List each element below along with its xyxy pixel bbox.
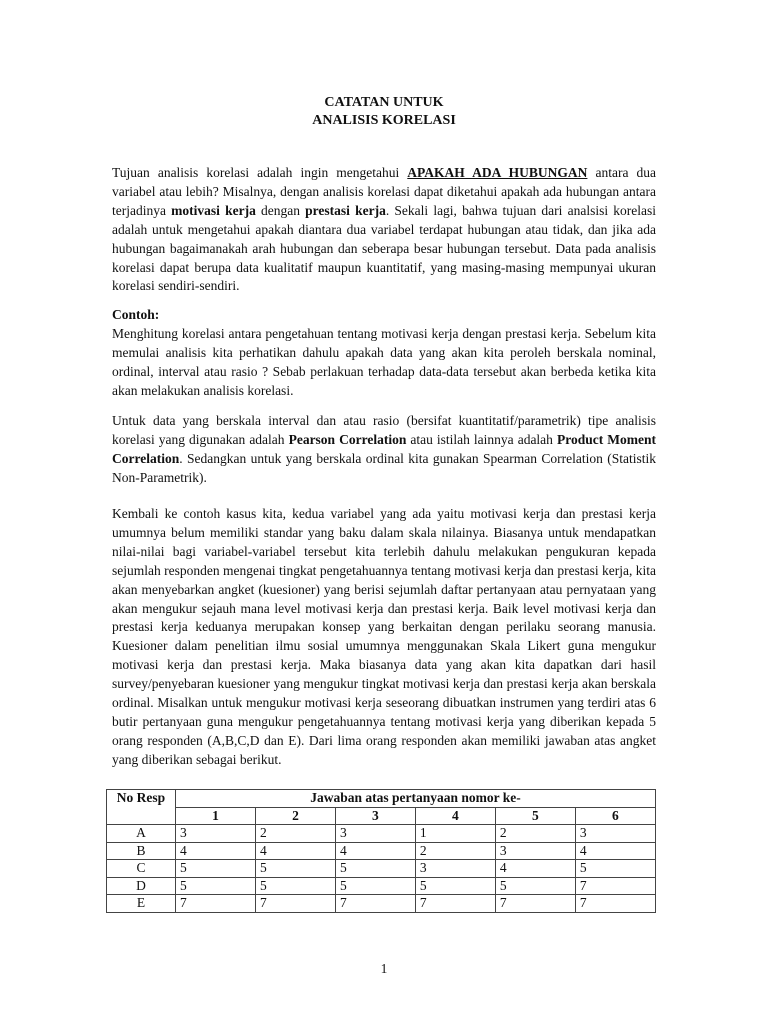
table-cell: 7 [415,895,495,913]
table-cell: 7 [575,895,655,913]
intro-text-e: dengan [255,202,306,218]
table-cell: 7 [575,877,655,895]
table-cell: 3 [575,825,655,843]
table-cell: 3 [176,825,256,843]
paragraph-contoh: Menghitung korelasi antara pengetahuan tentang motivasi kerja dengan prestasi kerja. Sebelum kita memulai analisis kita perhatikan dahulu apakah data yang akan kita peroleh berskala nominal, ordinal, interval atau rasio ? Sebab perlakuan terhadap data-data tersebut akan berbeda ketika kita akan melakukan analisis korelasi. [112,326,656,398]
table-column-header: 3 [335,807,415,825]
table-cell: 7 [176,895,256,913]
intro-text-g: . Sekali lagi, bahwa tujuan dari analsisi korelasi adalah untuk mengetahui apakah diantara dua variabel terdapat hubungan atau tidak, dan jika ada hubungan bagaimanakah arah hubungan dan seberapa besar hubungan tersebut. Data pada analisis korelasi dapat berupa data kualitatif maupun kuantitatif, yang masing-masing mempunyai ukuran korelasi sendiri-sendiri. [112,202,657,294]
pearson-text-a: Untuk data yang berskala interval dan atau rasio (bersifat kuantitatif/parametrik) tipe analisis korelasi yang digunakan adalah [112,413,656,447]
table-column-numbers-row [107,807,656,825]
paragraph-pearson [112,412,656,488]
table-row [107,842,656,860]
page-number: 1 [380,961,388,976]
intro-text-c: antara dua variabel atau lebih? Misalnya, dengan analisis korelasi dapat diketahui apakah ada hubungan antara terjadinya [112,165,656,218]
table-cell: 3 [335,825,415,843]
intro-text-a: Tujuan analisis korelasi adalah ingin mengetahui [112,165,408,180]
table-cell: 5 [176,877,256,895]
table-group-header: Jawaban atas pertanyaan nomor ke- [176,790,656,808]
table-cell: 5 [255,877,335,895]
table-row [107,825,656,843]
table-column-header: 4 [415,807,495,825]
table-column-header: 1 [176,807,256,825]
table-cell: 5 [176,860,256,878]
table-cell: 4 [495,860,575,878]
table-corner-header: No Resp [107,790,176,825]
table-cell: 5 [575,860,655,878]
contoh-heading: Contoh: [112,307,160,322]
table-cell: 1 [415,825,495,843]
row-respondent: D [107,877,176,895]
paragraph-intro [112,164,656,296]
table-cell: 4 [176,842,256,860]
table-cell: 7 [335,895,415,913]
pearson-emphasis: Pearson Correlation [288,431,407,447]
table-row [107,895,656,913]
table-row [107,877,656,895]
table-cell: 5 [495,877,575,895]
product-moment-emphasis: Product Moment Correlation [112,431,656,466]
table-cell: 5 [255,860,335,878]
table-cell: 2 [255,825,335,843]
pearson-text-c: atau istilah lainnya adalah [406,431,557,447]
responses-table [106,789,656,913]
table-column-header: 2 [255,807,335,825]
table-cell: 4 [335,842,415,860]
table-column-header: 6 [575,807,655,825]
table-cell: 5 [335,877,415,895]
row-respondent: A [107,825,176,843]
table-cell: 7 [495,895,575,913]
table-header-row [107,790,656,808]
table-cell: 5 [415,877,495,895]
intro-emphasis-hubungan: APAKAH ADA HUBUNGAN [407,165,588,180]
table-cell: 4 [255,842,335,860]
table-row [107,860,656,878]
paragraph-kasus: Kembali ke contoh kasus kita, kedua variabel yang ada yaitu motivasi kerja dan prestasi kerja umumnya belum memiliki standar yang baku dalam skala nilainya. Biasanya untuk mendapatkan nilai-nilai bagi variabel-variabel tersebut kita terlebih dahulu melakukan pengukuran kepada sejumlah responden mengenai tingkat pengetahuannya tentang motivasi kerja dan prestasi kerja, kita akan menyebarkan angket (kuesioner) yang berisi sejumlah daftar pertanyaan atau pernyataan yang akan mengukur sejauh mana level motivasi kerja dan prestasi kerja. Baik level motivasi kerja dan prestasi kerja keduanya merupakan konsep yang berkaitan dengan perilaku seorang manusia. Kuesioner dalam penelitian ilmu sosial umumnya menggunakan Skala Likert guna mengukur motivasi kerja dan prestasi kerja. Maka biasanya data yang akan kita dapatkan dari hasil survey/penyebaran kuesioner yang mengukur tingkat motivasi kerja dan prestasi kerja akan berskala ordinal. Misalkan untuk mengukur motivasi kerja seseorang dibuatkan instrumen yang terdiri atas 6 butir pertanyaan guna mengukur pengetahuannya tentang motivasi kerja yang diberikan kepada 5 orang responden (A,B,C,D dan E). Dari lima orang responden akan memiliki jawaban atas angket yang diberikan sebagai berikut. [112,506,656,767]
table-cell: 7 [255,895,335,913]
intro-emphasis-prestasi: prestasi kerja [305,202,386,218]
table-cell: 2 [495,825,575,843]
title-line-2: ANALISIS KORELASI [312,113,456,128]
pearson-text-e: . Sedangkan untuk yang berskala ordinal kita gunakan Spearman Correlation (Statistik Non-Parametrik). [112,450,656,485]
title-line-1: CATATAN UNTUK [324,95,444,110]
row-respondent: C [107,860,176,878]
row-respondent: B [107,842,176,860]
table-column-header: 5 [495,807,575,825]
row-respondent: E [107,895,176,913]
table-cell: 3 [415,860,495,878]
table-cell: 3 [495,842,575,860]
table-cell: 2 [415,842,495,860]
table-cell: 4 [575,842,655,860]
document-title [0,94,768,130]
table-cell: 5 [335,860,415,878]
intro-emphasis-motivasi: motivasi kerja [171,202,256,218]
